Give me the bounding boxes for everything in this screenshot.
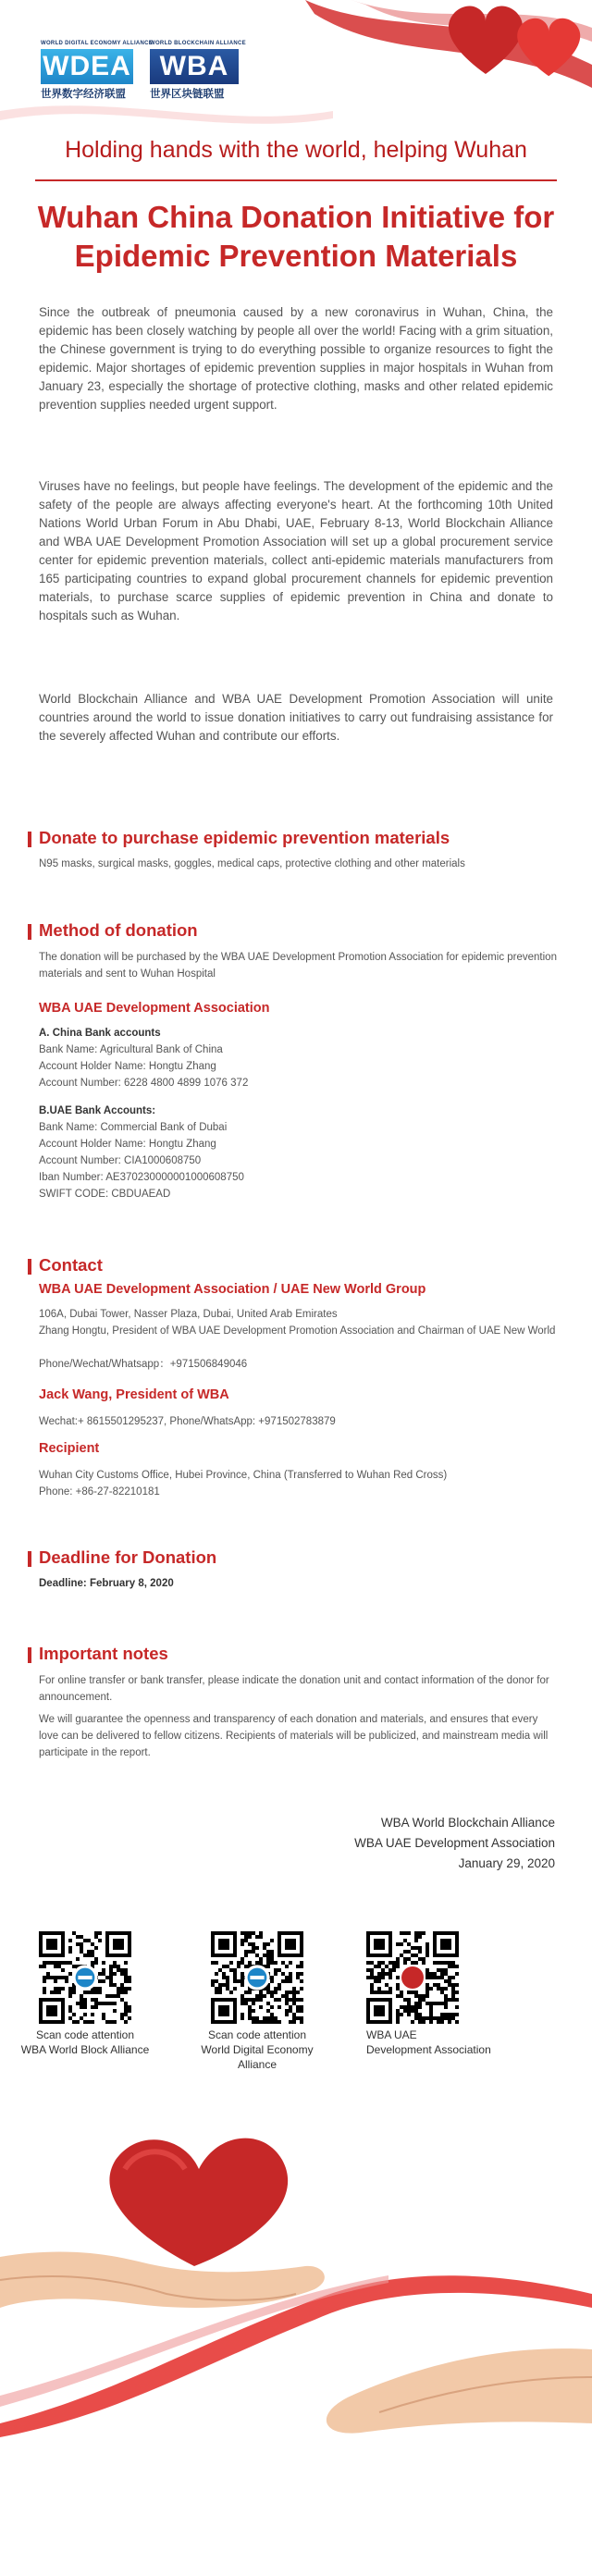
qr-caption-line: WBA World Block Alliance [20, 2043, 150, 2056]
method-heading: Method of donation [39, 920, 198, 940]
page-title [0, 198, 592, 276]
contact-org: WBA UAE Development Association / UAE New World Group [39, 1282, 426, 1297]
china-bank-line: Account Number: 6228 4800 4899 1076 372 [39, 1078, 249, 1089]
recipient-line: Wuhan City Customs Office, Hubei Province, China (Transferred to Wuhan Red Cross) [39, 1470, 448, 1481]
qr-caption-line: Scan code attention [207, 2028, 307, 2041]
contact-org-line: Phone/Wechat/Whatsapp：+971506849046 [39, 1359, 248, 1370]
wdea-logo-mark: WDEA [41, 49, 133, 84]
signature [185, 1813, 555, 1874]
method-text: The donation will be purchased by the WBA UAE Development Promotion Association for epidemic prevention materials and sent to Wuhan Hospital [39, 952, 557, 980]
uae-bank-line: Account Holder Name: Hongtu Zhang [39, 1139, 216, 1150]
china-bank-line: Bank Name: Agricultural Bank of China [39, 1044, 223, 1055]
donate-heading: Donate to purchase epidemic prevention materials [39, 828, 450, 847]
contact-org-line: Zhang Hongtu, President of WBA UAE Development Promotion Association and Chairman of UAE New World [39, 1325, 556, 1337]
signature-line: January 29, 2020 [458, 1856, 555, 1870]
qr-caption [366, 2028, 507, 2057]
intro-paragraph: Viruses have no feelings, but people have feelings. The development of the epidemic and the safety of the people are always affecting everyone's heart. At the forthcoming 10th United Nations World Urban Forum in Abu Dhabi, UAE, February 8-13, World Blockchain Alliance and WBA UAE Development Promotion Association will set up a global procurement service center for epidemic prevention materials, collect anti-epidemic materials manufacturers from 165 participating countries to expand global procurement channels for epidemic prevention materials, to purchase scarce supplies of epidemic prevention in China and donate to hospitals such as Wuhan. [39, 479, 553, 622]
heart-icon [109, 2138, 288, 2266]
signature-line: WBA World Blockchain Alliance [380, 1816, 555, 1830]
contact-org-line: 106A, Dubai Tower, Nasser Plaza, Dubai, United Arab Emirates [39, 1309, 338, 1320]
tagline: Holding hands with the world, helping Wuhan [65, 137, 527, 163]
qr-block [11, 1931, 159, 2057]
wdea-logo-top-text: WORLD DIGITAL ECONOMY ALLIANCE [41, 41, 154, 46]
qr-code[interactable] [366, 1931, 459, 2024]
contact-person: Jack Wang, President of WBA [39, 1387, 229, 1402]
donate-text: N95 masks, surgical masks, goggles, medical caps, protective clothing and other materials [39, 858, 465, 869]
qr-block [183, 1931, 331, 2072]
contact-person-line: Wechat:+ 8615501295237, Phone/WhatsApp: +971502783879 [39, 1416, 336, 1427]
contact-heading: Contact [39, 1255, 103, 1275]
hands-heart-illustration [0, 2118, 592, 2576]
wba-logo [150, 41, 246, 101]
title-line-1: Wuhan China Donation Initiative for [37, 200, 555, 234]
wba-logo-mark: WBA [150, 49, 239, 84]
uae-bank-title: B.UAE Bank Accounts: [39, 1105, 156, 1116]
recipient-line: Phone: +86-27-82210181 [39, 1486, 160, 1498]
qr-block [359, 1931, 507, 2057]
uae-bank-line: Bank Name: Commercial Bank of Dubai [39, 1122, 228, 1133]
china-bank-line: Account Holder Name: Hongtu Zhang [39, 1061, 216, 1072]
notes-line: For online transfer or bank transfer, please indicate the donation unit and contact information of the donor for announcement. [39, 1675, 549, 1703]
header [0, 0, 592, 139]
qr-code[interactable] [211, 1931, 303, 2024]
wdea-logo [41, 41, 153, 101]
uae-bank-line: Account Number: CIA1000608750 [39, 1155, 202, 1166]
notes-heading: Important notes [39, 1644, 168, 1663]
signature-line: WBA UAE Development Association [354, 1836, 555, 1850]
method-org: WBA UAE Development Association [39, 1001, 270, 1016]
notes-line: We will guarantee the openness and transparency of each donation and materials, and ensures that every love can be delivered to fellow citizens. Recipients of materials will be publicized, and mainstream media will participate in the report. [39, 1714, 549, 1758]
wdea-logo-cn: 世界数字经济联盟 [41, 89, 126, 100]
china-bank-title: A. China Bank accounts [39, 1028, 161, 1039]
qr-caption-line: Scan code attention [35, 2028, 135, 2041]
intro-paragraph: Since the outbreak of pneumonia caused by a new coronavirus in Wuhan, China, the epidemic has been closely watching by people all over the world! Facing with a grim situation, the Chinese government is trying to do everything possible to organize resources to fight the epidemic. Major shortages of epidemic prevention supplies in major hospitals in Wuhan from January 23, especially the shortage of protective clothing, masks and other related epidemic prevention supplies needed urgent support. [39, 305, 553, 412]
divider [35, 179, 557, 181]
qr-caption-line: World Digital Economy Alliance [201, 2043, 314, 2071]
qr-caption-line: Development Association [366, 2043, 491, 2056]
title-line-2: Epidemic Prevention Materials [74, 239, 518, 273]
intro-paragraph: World Blockchain Alliance and WBA UAE Development Promotion Association will unite countries around the world to issue donation initiatives to carry out fundraising assistance for the severely affected Wuhan and contribute our efforts. [39, 692, 553, 743]
uae-bank-line: Iban Number: AE370230000001000608750 [39, 1172, 244, 1183]
qr-caption-line: WBA UAE [366, 2028, 417, 2041]
recipient-heading: Recipient [39, 1441, 100, 1456]
uae-bank-line: SWIFT CODE: CBDUAEAD [39, 1189, 171, 1200]
wba-logo-cn: 世界区块链联盟 [150, 89, 225, 100]
wba-logo-top-text: WORLD BLOCKCHAIN ALLIANCE [150, 41, 246, 46]
deadline-text: Deadline: February 8, 2020 [39, 1578, 174, 1589]
deadline-heading: Deadline for Donation [39, 1547, 217, 1567]
qr-code[interactable] [39, 1931, 131, 2024]
qr-caption [183, 2028, 331, 2072]
qr-caption [11, 2028, 159, 2057]
